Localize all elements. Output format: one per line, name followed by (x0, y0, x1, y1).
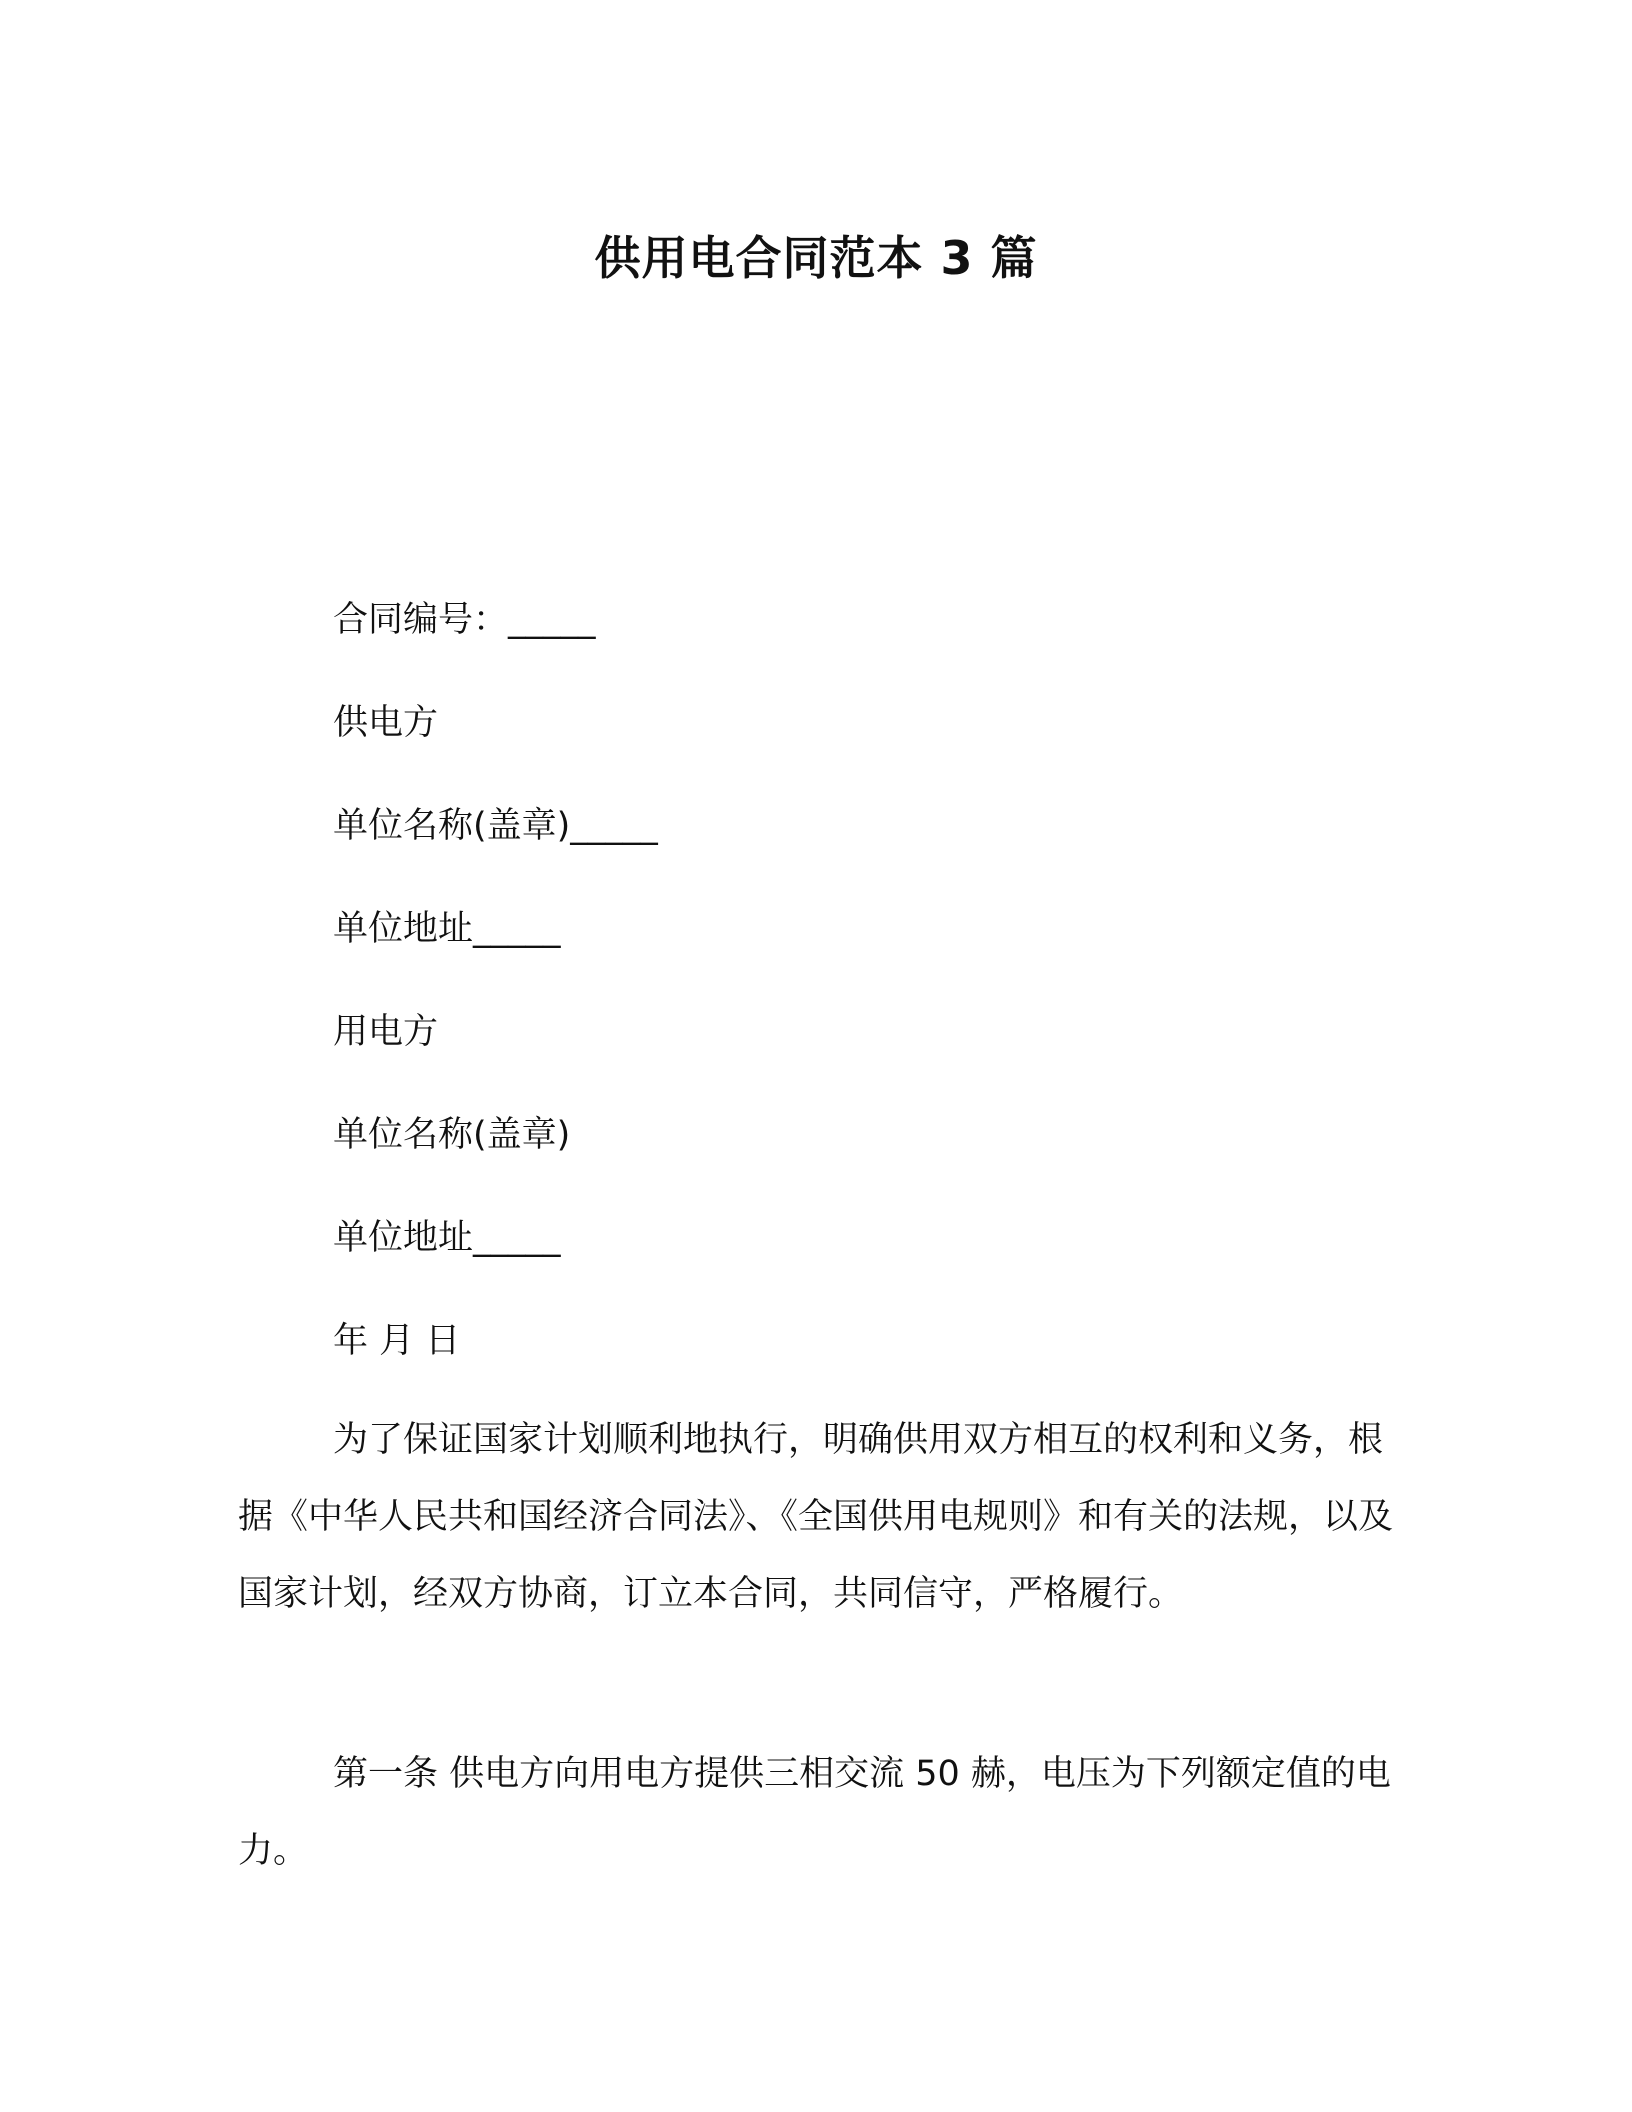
supplier-name-field: 单位名称(盖章)_____ (333, 806, 658, 846)
supplier-heading: 供电方 (333, 703, 439, 743)
date-field: 年 月 日 (333, 1321, 461, 1361)
consumer-heading: 用电方 (333, 1012, 439, 1052)
document-title: 供用电合同范本 3 篇 (594, 231, 1038, 285)
article-one-paragraph: 第一条 供电方向用电方提供三相交流 50 赫，电压为下列额定值的电力。 (238, 1754, 1391, 1871)
preamble-paragraph: 为了保证国家计划顺利地执行，明确供用双方相互的权利和义务，根据《中华人民共和国经济合同法》、《全国供用电规则》和有关的法规，以及国家计划，经双方协商，订立本合同，共同信守，严格履行。 (238, 1420, 1394, 1614)
supplier-address-field: 单位地址_____ (333, 909, 561, 949)
consumer-name-field: 单位名称(盖章) (333, 1115, 571, 1155)
contract-number-field: 合同编号：_____ (333, 600, 596, 640)
consumer-address-field: 单位地址_____ (333, 1218, 561, 1258)
